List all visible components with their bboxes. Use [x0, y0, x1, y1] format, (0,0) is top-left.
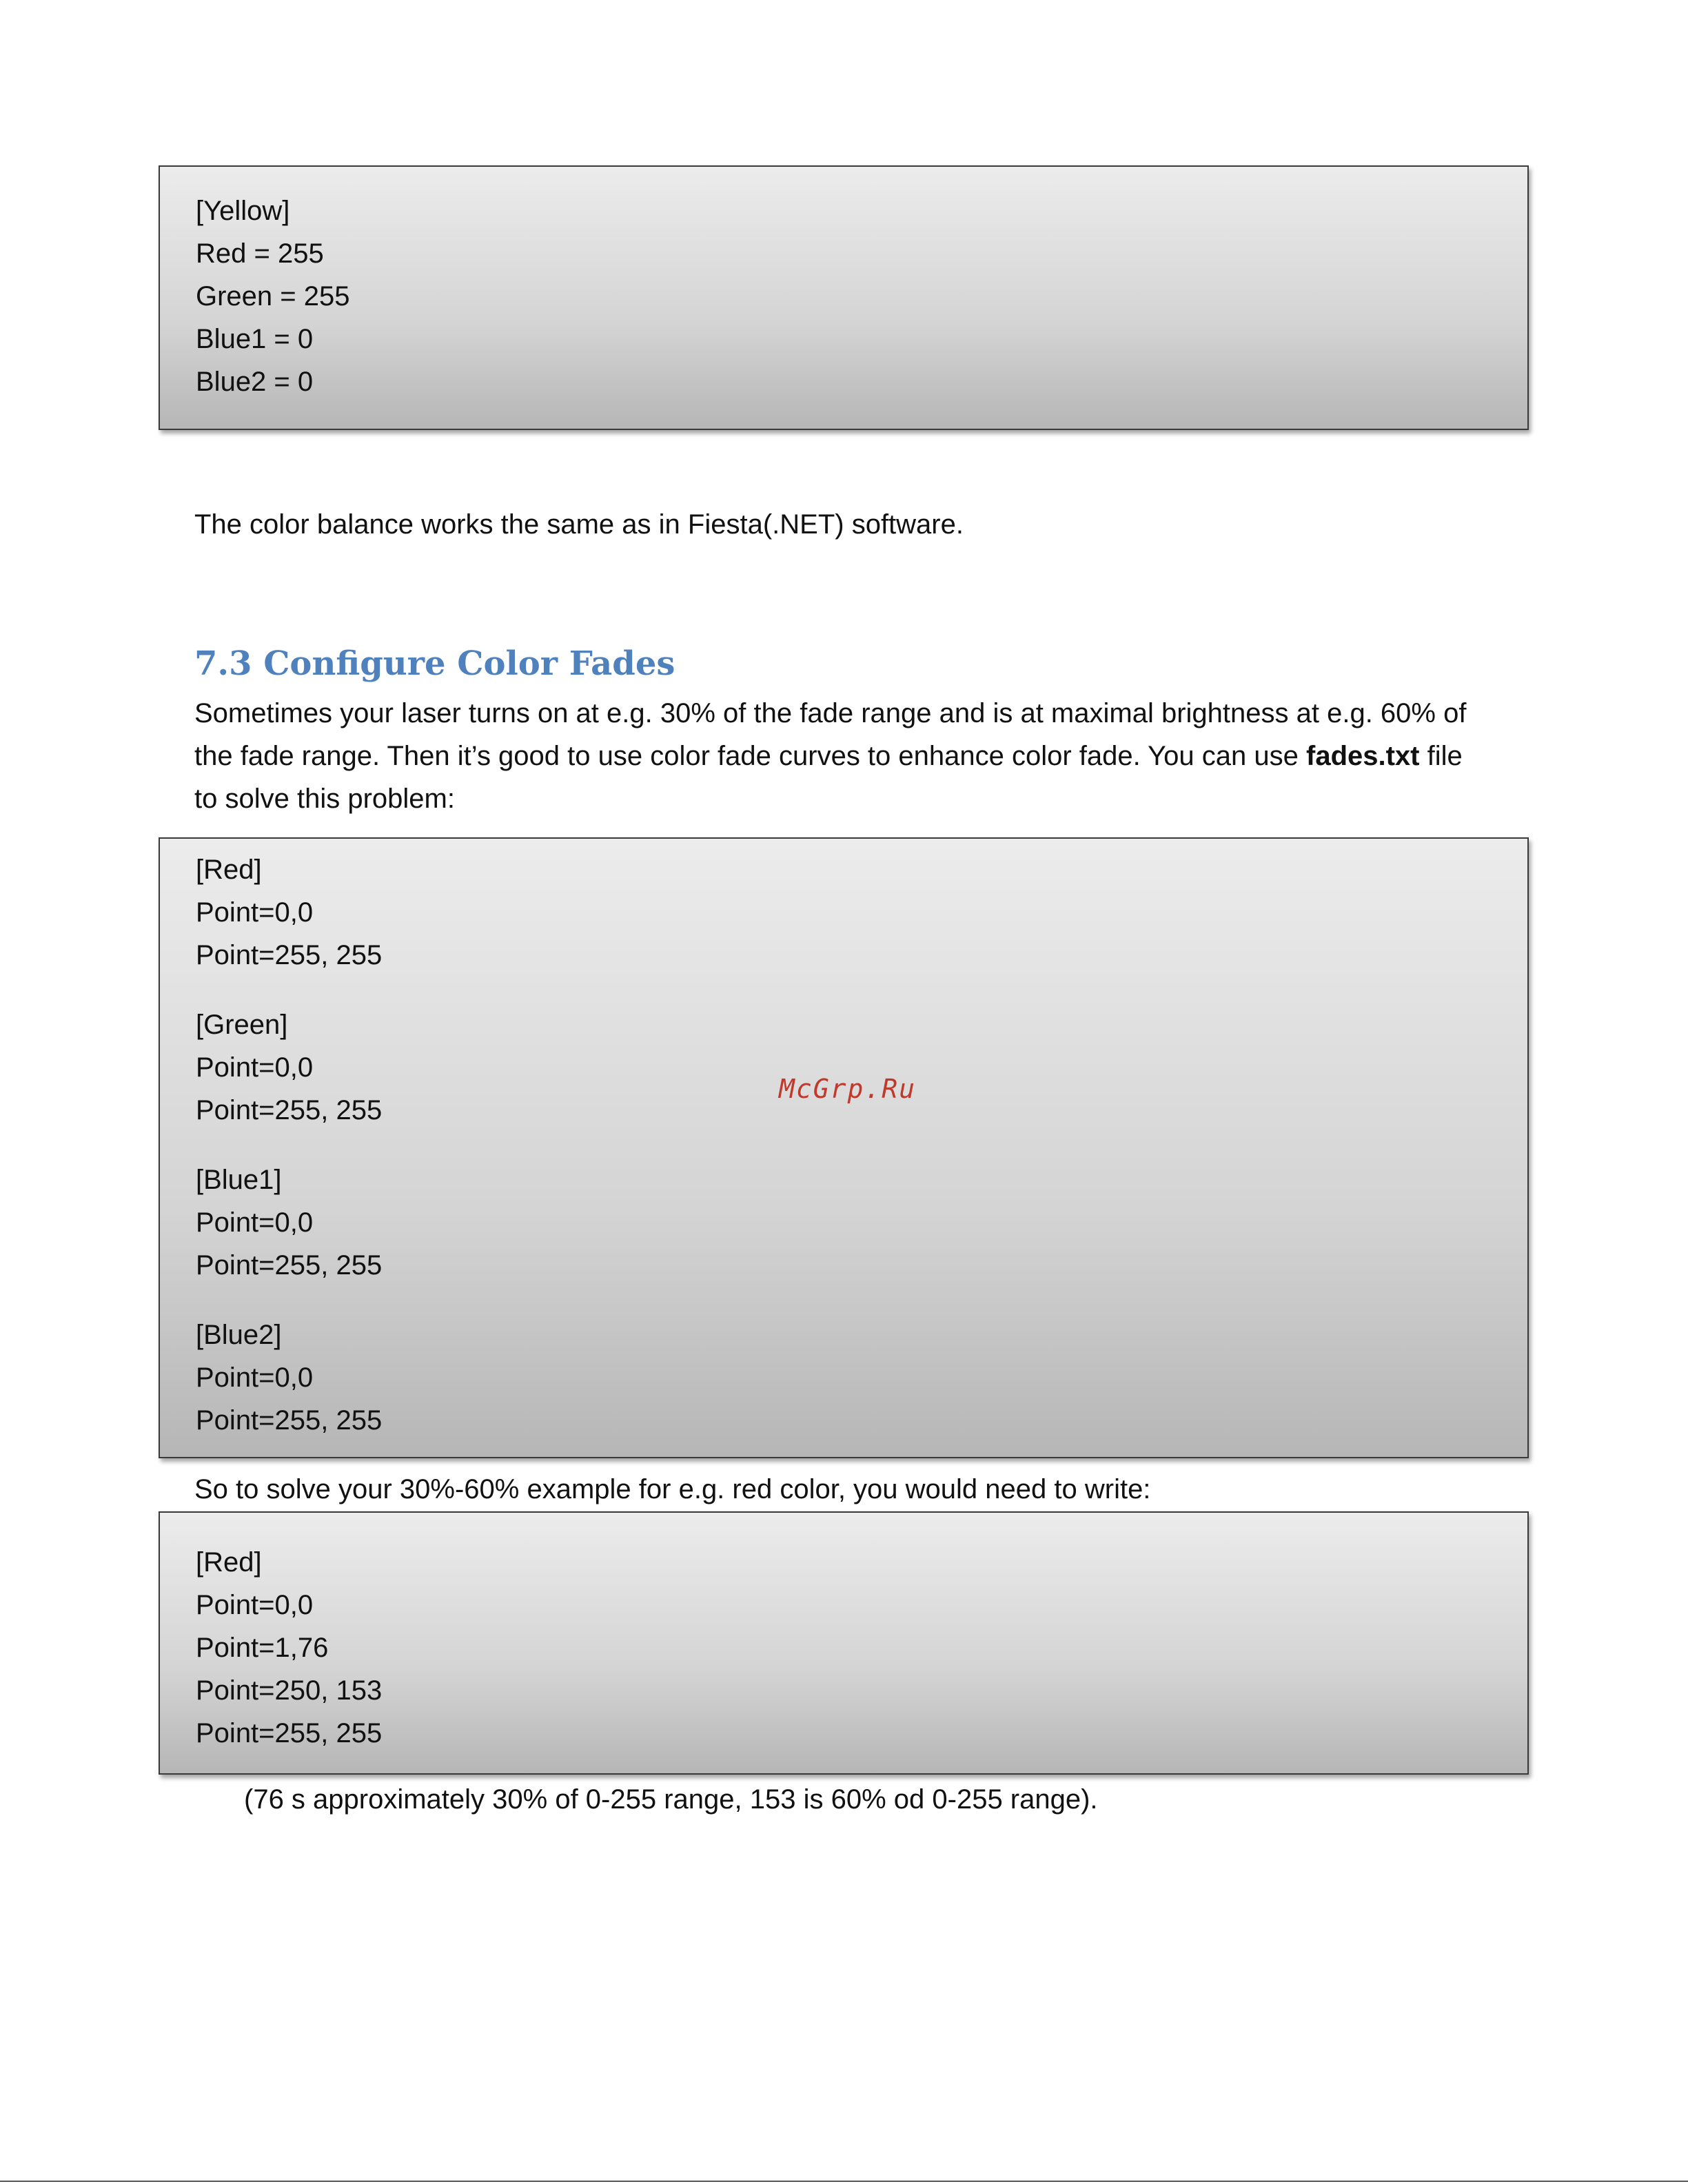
fade-group-blue2 — [196, 1314, 1527, 1442]
section-paragraph — [194, 692, 1538, 820]
code-line: Point=0,0 — [196, 1590, 314, 1620]
fade-group-green — [196, 1003, 1527, 1132]
solve-paragraph: So to solve your 30%-60% example for e.g. red color, you would need to write: — [194, 1474, 1151, 1504]
code-line: Point=0,0 — [196, 1363, 314, 1393]
group-header: [Blue1] — [196, 1165, 282, 1195]
code-line: Point=255, 255 — [196, 1405, 383, 1436]
watermark-text: McGrp.Ru — [779, 1074, 917, 1104]
code-line: [Yellow] — [196, 196, 290, 226]
group-header: [Green] — [196, 1010, 288, 1040]
page-bottom-rule — [0, 2181, 1688, 2182]
code-line: Blue1 = 0 — [196, 324, 314, 354]
code-box-yellow — [159, 165, 1529, 430]
code-line: Point=255, 255 — [196, 1718, 383, 1748]
paragraph-text: file — [1419, 741, 1463, 771]
color-balance-paragraph: The color balance works the same as in Fiesta(.NET) software. — [194, 509, 964, 540]
section-heading: 7.3 Configure Color Fades — [194, 644, 675, 683]
note-paragraph: (76 s approximately 30% of 0-255 range, 153 is 60% od 0-255 range). — [244, 1784, 1098, 1815]
code-line: [Red] — [196, 1547, 262, 1578]
group-header: [Red] — [196, 855, 262, 885]
filename-fades-txt: fades.txt — [1306, 741, 1420, 771]
code-line: Point=1,76 — [196, 1633, 329, 1663]
code-line: Point=0,0 — [196, 897, 314, 928]
paragraph-line: Sometimes your laser turns on at e.g. 30% of the fade range and is at maximal brightness at e.g. 60% of — [194, 698, 1467, 728]
code-line: Point=255, 255 — [196, 1095, 383, 1125]
code-line: Green = 255 — [196, 281, 350, 312]
paragraph-line: to solve this problem: — [194, 784, 455, 814]
paragraph-text: the fade range. Then it’s good to use color fade curves to enhance color fade. You can use — [194, 741, 1306, 771]
group-header: [Blue2] — [196, 1320, 282, 1350]
code-box-red-example — [159, 1511, 1529, 1775]
code-line: Blue2 = 0 — [196, 367, 314, 397]
code-line: Point=0,0 — [196, 1207, 314, 1238]
code-box-fades-default — [159, 837, 1529, 1458]
fade-group-red — [196, 848, 1527, 977]
code-line: Point=0,0 — [196, 1052, 314, 1083]
paragraph-line — [194, 735, 1538, 777]
code-line: Point=255, 255 — [196, 940, 383, 970]
fade-group-blue1 — [196, 1159, 1527, 1287]
code-line: Red = 255 — [196, 238, 324, 269]
code-line: Point=255, 255 — [196, 1250, 383, 1280]
code-line: Point=250, 153 — [196, 1675, 383, 1706]
